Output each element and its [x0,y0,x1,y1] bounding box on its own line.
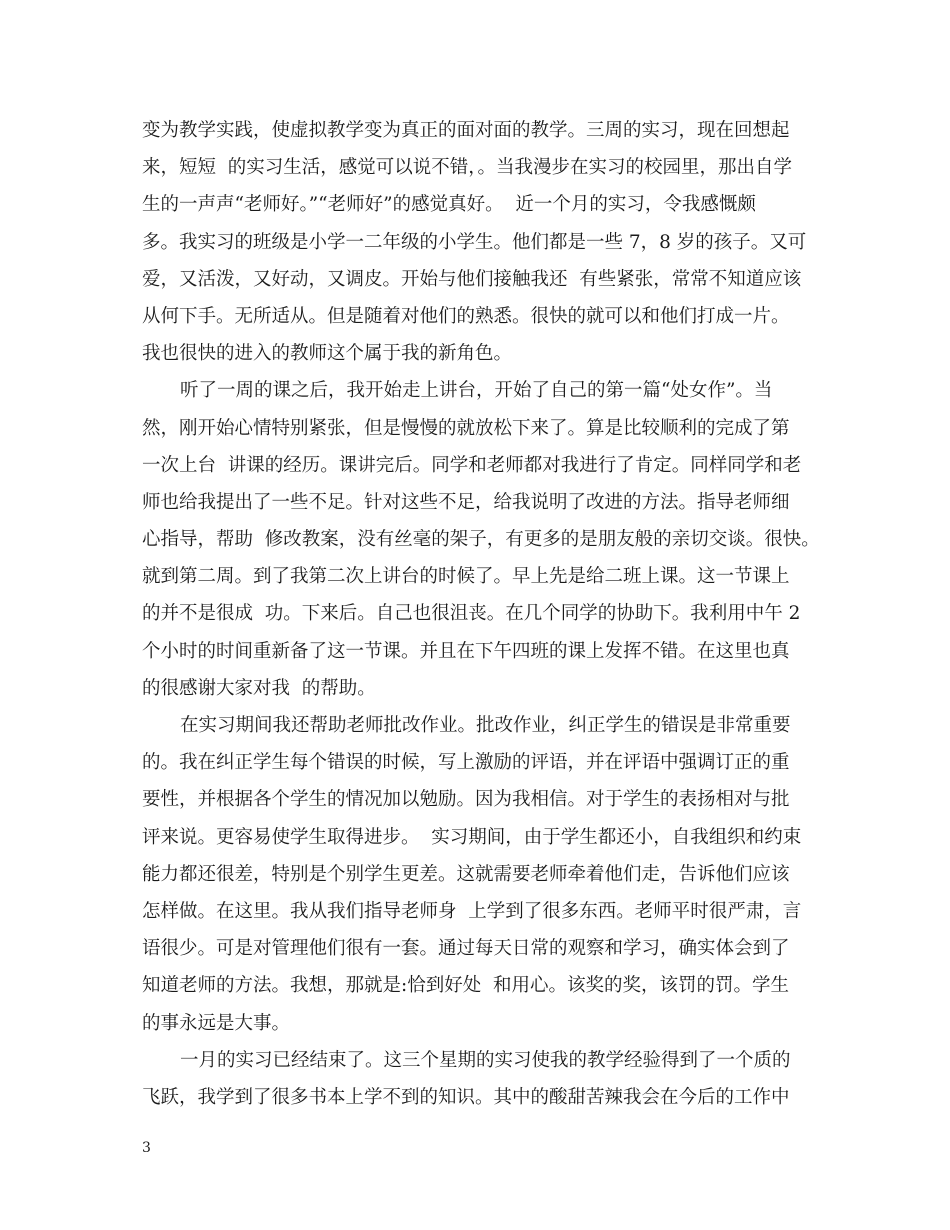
text-line: 语很少。可是对管理他们很有一套。通过每天日常的观察和学习，确实体会到了 [142,938,790,960]
text-line: 评来说。更容易使学生取得进步。 实习期间，由于学生都还小，自我组织和约束 [142,826,802,848]
text-line: 要性，并根据各个学生的情况加以勉励。因为我相信。对于学生的表扬相对与批 [142,789,790,811]
page-number: 3 [142,1140,151,1156]
text-line: 知道老师的方法。我想，那就是:恰到好处 和用心。该奖的奖，该罚的罚。学生 [142,975,789,997]
text-line: 的。我在纠正学生每个错误的时候，写上激励的评语，并在评语中强调订正的重 [142,752,790,774]
text-line: 的事永远是大事。 [142,1012,291,1034]
text-line: 的很感谢大家对我 的帮助。 [142,677,376,699]
text-line: 然，刚开始心情特别紧张，但是慢慢的就放松下来了。算是比较顺利的完成了第 [142,417,790,439]
text-line: 就到第二周。到了我第二次上讲台的时候了。早上先是给二班上课。这一节课上 [142,566,790,588]
text-line: 变为教学实践，使虚拟教学变为真正的面对面的教学。三周的实习，现在回想起 [142,120,790,141]
text-line: 能力都还很差，特别是个别学生更差。这就需要老师牵着他们走，告诉他们应该 [142,863,790,885]
text-line: 从何下手。无所适从。但是随着对他们的熟悉。很快的就可以和他们打成一片。 [142,305,790,327]
text-line: 师也给我提出了一些不足。针对这些不足，给我说明了改进的方法。指导老师细 [142,491,790,513]
text-line: 心指导，帮助 修改教案，没有丝毫的架子，有更多的是朋友般的亲切交谈。很快。 [142,529,820,551]
text-line: 个小时的时间重新备了这一节课。并且在下午四班的课上发挥不错。在这里也真 [142,640,790,662]
paragraph-first-line: 听了一周的课之后，我开始走上讲台，开始了自己的第一篇“处女作”。当 [180,380,773,402]
text-line: 飞跃，我学到了很多书本上学不到的知识。其中的酸甜苦辣我会在今后的工作中 [142,1086,790,1108]
body-text [142,112,818,1116]
paragraph-first-line: 一月的实习已经结束了。这三个星期的实习使我的教学经验得到了一个质的 [180,1049,791,1071]
text-line: 多。我实习的班级是小学一二年级的小学生。他们都是一些 7，8 岁的孩子。又可 [142,231,807,253]
paragraph-first-line: 在实习期间我还帮助老师批改作业。批改作业，纠正学生的错误是非常重要 [180,715,791,736]
text-line: 的并不是很成 功。下来后。自己也很沮丧。在几个同学的协助下。我利用中午 2 [142,603,801,625]
text-line: 一次上台 讲课的经历。课讲完后。同学和老师都对我进行了肯定。同样同学和老 [142,454,802,476]
text-line: 我也很快的进入的教师这个属于我的新角色。 [142,343,513,365]
text-line: 怎样做。在这里。我从我们指导老师身 上学到了很多东西。老师平时很严肃，言 [142,900,802,922]
text-line: 爱，又活泼，又好动，又调皮。开始与他们接触我还 有些紧张，常常不知道应该 [142,268,802,290]
text-line: 来，短短 的实习生活，感觉可以说不错，。当我漫步在实习的校园里，那出自学 [142,157,793,179]
text-line: 生的一声声“老师好。”“老师好”的感觉真好。 近一个月的实习，令我感慨颇 [142,194,756,216]
